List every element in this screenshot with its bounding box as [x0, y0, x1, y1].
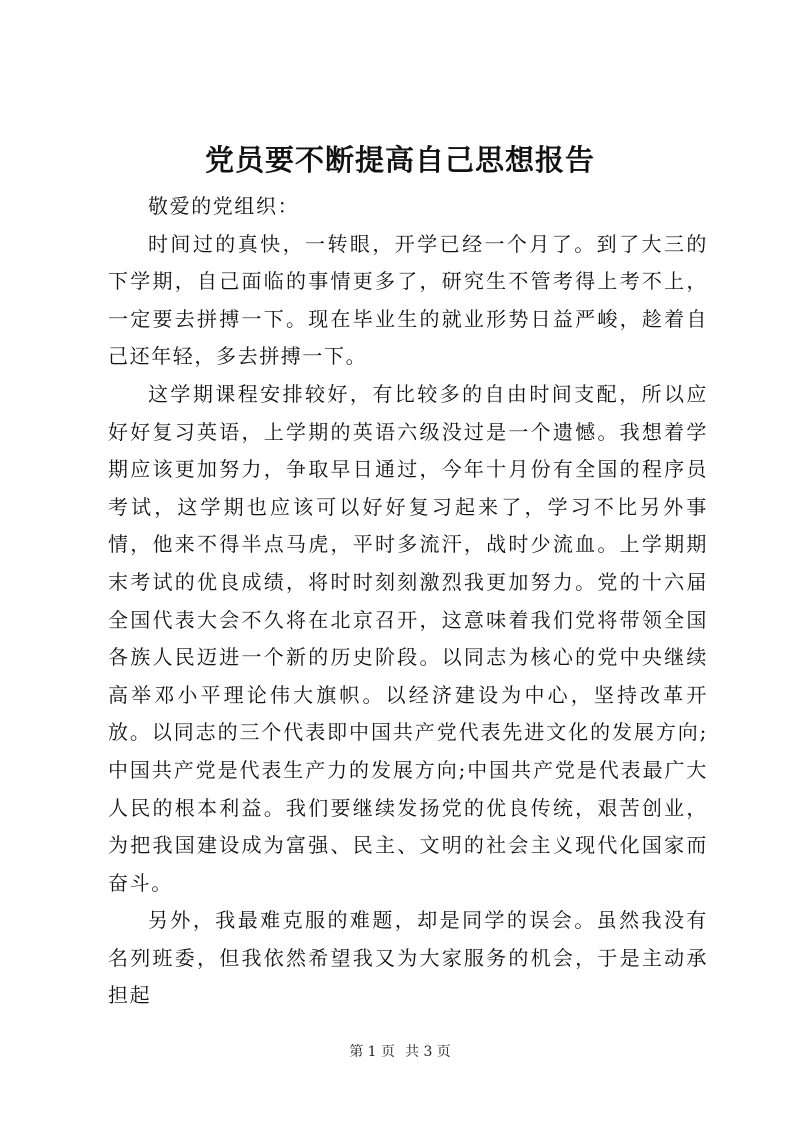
paragraph-1: 时间过的真快，一转眼，开学已经一个月了。到了大三的下学期，自己面临的事情更多了，研究生不管考得上考不上，一定要去拼搏一下。现在毕业生的就业形势日益严峻，趁着自己还年轻，多去拼搏一下。 — [108, 231, 708, 369]
page-number: 第 1 页 — [349, 1044, 395, 1060]
paragraph-3: 另外，我最难克服的难题，却是同学的误会。虽然我没有名列班委，但我依然希望我又为大家服务的机会，于是主动承担起 — [108, 908, 708, 1008]
page-total: 共 3 页 — [405, 1044, 451, 1060]
document-title: 党员要不断提高自己思想报告 — [204, 143, 595, 177]
paragraph-2: 这学期课程安排较好，有比较多的自由时间支配，所以应好好复习英语，上学期的英语六级没过是一个遗憾。我想着学期应该更加努力，争取早日通过，今年十月份有全国的程序员考试，这学期也应该可以好好复习起来了，学习不比另外事情，他来不得半点马虎，平时多流汗，战时少流血。上学期期末考试的优良成绩，将时时刻刻激烈我更加努力。党的十六届全国代表大会不久将在北京召开，这意味着我们党将带领全国各族人民迈进一个新的历史阶段。以同志为核心的党中央继续高举邓小平理论伟大旗帜。以经济建设为中心，坚持改革开放。以同志的三个代表即中国共产党代表先进文化的发展方向;中国共产党是代表生产力的发展方向;中国共产党是代表最广大人民的根本利益。我们要继续发扬党的优良传统，艰苦创业，为把我国建设成为富强、民主、文明的社会主义现代化国家而奋斗。 — [108, 381, 708, 895]
page-footer — [0, 1042, 800, 1062]
document-body — [108, 188, 708, 1015]
salutation: 敬爱的党组织： — [148, 194, 300, 218]
